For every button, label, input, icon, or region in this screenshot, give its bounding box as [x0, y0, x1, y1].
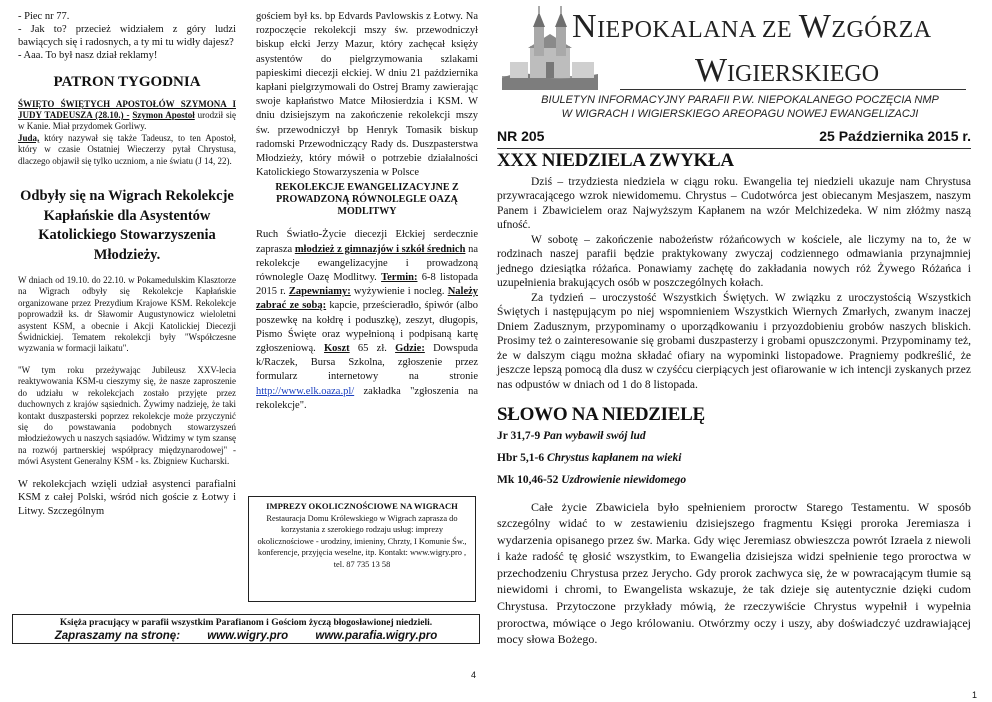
masthead-text: ZGÓRZA — [831, 17, 932, 43]
szymon-text: urodził się w Kanie. Miał przydomek Gorliwy. — [18, 110, 237, 132]
sunday-heading: XXX NIEDZIELA ZWYKŁA — [497, 150, 734, 171]
reading-title: Chrystus kapłanem na wieki — [546, 451, 682, 464]
issue-number: NR 205 — [497, 128, 545, 144]
reading-ref: Hbr 5,1-6 — [497, 451, 545, 464]
gdzie-label: Gdzie: — [395, 343, 425, 355]
middle-column — [256, 10, 478, 413]
word-paragraph: Całe życie Zbawiciela było spełnieniem proroctw Starego Testamentu. W sposób szczególny widać to w zestawieniu dzisiejszego fragmentu Księgi proroka Jeremiasza i wydarzenia opisanego przez św. Marka. Gdy więc Jeremiasz obwieszcza powrót Izraela z niewoli i każe radość tę głosić wszystkim, to Ewangelia dzisiejsza widzi spełnienie tego proroctwa w przechodzeniu Chrystusa przez Jerycho. Gdy prorok zachwyca się, że w powracającym tłumie są niewidomi i chromi, to Ewangelista wskazuje, że tak dzieje się autentycznie dzięki cudom Chrystusa. Przytoczone przykłady mówią, że rzeczywiście Chrystus wypełnił i wypełnia proroctwa, mówiące o Jego królowaniu. Otwórzmy oczy i uszy, aby doświadczyć uzdrawiającej mocy słowa Bożego. — [497, 499, 971, 647]
footer-site-2[interactable]: www.parafia.wigry.pro — [315, 630, 438, 642]
patron-text-juda — [18, 133, 236, 167]
joke-dialog — [18, 10, 236, 62]
oaza-link[interactable]: http://www.elk.oaza.pl/ — [256, 385, 355, 397]
sunday-paragraph: Dziś – trzydziesta niedziela w ciągu roku. Ewangelia tej niedzieli ukazuje nam Chrystusa przywracającego wzrok niewidomemu. Chrystus – Cudotwórca jest obiecanym Mesjaszem, naszym Panem i Zbawicielem oraz Najwyższym Kapłanem na wzór Melchizedeka. W nim złóżmy naszą ufność. — [497, 175, 971, 231]
wigry-article-title: Odbyły się na Wigrach Rekolekcje Kapłańskie dla Asystentów Katolickiego Stowarzyszenia Młodzieży. — [20, 188, 234, 263]
bulletin-subtitle — [510, 94, 970, 121]
juda-name: Juda, — [18, 132, 40, 143]
zapewniamy-value: wyżywienie i nocleg. — [350, 286, 448, 298]
word-heading: SŁOWO NA NIEDZIELĘ — [497, 404, 705, 425]
reading-title: Pan wybawił swój lud — [543, 429, 646, 442]
page-number-right: 1 — [972, 690, 978, 700]
sunday-paragraph: W sobotę – zakończenie nabożeństw różańcowych w kościele, ale liczymy na to, że w rodzinach naszej parafii będzie praktykowany zwyczaj codziennego odmawiania przynajmniej jednego dziesiątka różańca. Ponawiamy zachętę do zakładania nowych róż Żywego Różańca i uzupełnienia brakujących osób w poszczególnych kołach. — [497, 233, 971, 289]
wigry-quote: "W tym roku przeżywając Jubileusz XXV-lecia reaktywowania KSM-u cieszymy się, że nasze zaproszenie do udziału w rekolekcjach zostało przyjęte przez duchownych z krajów sąsiednich. Żywimy nadzieję, że taki kontakt duszpasterski poprzez rekolekcje może przyczynić się do powstawania podobnych stowarzyszeń młodzieżowych u naszych sąsiadów. Widzimy w tym szansę na rozwój partnerskiej współpracy międzynarodowej" - mówi Asystent Generalny KSM - ks. Zbigniew Kucharski. — [18, 364, 236, 467]
footer-banner — [12, 614, 480, 644]
oaza-link-after: zakładka "zgłoszenia na rekolekcje". — [256, 385, 478, 411]
oaza-description: na rekolekcje ewangelizacyjne i prowadzoną równolegle Oazę Modlitwy. — [256, 243, 478, 284]
footer-greeting: Księża pracujący w parafii wszystkim Parafianom i Gościom życzą błogosławionej niedzieli. — [59, 618, 433, 628]
reading-2 — [497, 451, 971, 465]
dialog-line: - Jak to? przecież widziałem z góry ludzi bawiących się i radosnych, a ty mi tu widły dajesz? — [18, 24, 236, 48]
oaza-title: REKOLEKCJE EWANGELIZACYJNE Z PROWADZONĄ RÓWNOLEGLE OAZĄ MODLITWY — [275, 182, 459, 218]
subtitle-line: W WIGRACH I WIGIERSKIEGO AREOPAGU NOWEJ EWANGELIZACJI — [561, 107, 919, 120]
oaza-text — [256, 228, 478, 413]
masthead-initial: W — [798, 8, 832, 45]
footer-invite: Zapraszamy na stronę: — [54, 630, 181, 642]
events-ad-title: IMPREZY OKOLICZNOŚCIOWE NA WIGRACH — [266, 501, 458, 511]
oaza-audience: młodzież z gimnazjów i szkół średnich — [294, 243, 466, 255]
masthead-line-2 — [592, 52, 982, 90]
masthead-initial: N — [572, 8, 598, 45]
nalezy-value: kapcie, prześcieradło, śpiwór (albo poszewkę na kołdrę i poduszkę), zeszyt, długopis, Pismo Święte oraz wypełnioną i podpisaną kartę zgłoszeniową. — [256, 300, 478, 355]
masthead-title — [572, 8, 982, 90]
masthead-text: IEPOKALANA ZE — [597, 17, 799, 43]
gdzie-value: Dowspuda k/Raczek, Bursa Szkolna, zgłoszenie przez formularz internetowy na stronie — [256, 343, 478, 383]
masthead-text: IGIERSKIEGO — [727, 61, 880, 87]
dialog-line: - Aaa. To był nasz dział reklamy! — [18, 50, 158, 61]
masthead-initial: W — [694, 52, 728, 89]
patron-text — [18, 99, 236, 133]
nalezy-label: Należy zabrać ze sobą: — [256, 286, 479, 312]
juda-text: który nazywał się także Tadeusz, to ten Apostoł, który w czasie Ostatniej Wieczerzy pytał Chrystusa, dlaczego objawił się tylko uczniom, a nie światu (J 14, 22). — [18, 132, 236, 166]
events-ad-box — [248, 496, 476, 602]
issue-date: 25 Października 2015 r. — [819, 128, 971, 144]
patron-section-title: PATRON TYGODNIA — [53, 74, 201, 90]
koszt-label: Koszt — [324, 343, 350, 355]
reading-ref: Mk 10,46-52 — [497, 473, 559, 486]
reading-3 — [497, 473, 971, 487]
footer-links-row — [13, 629, 479, 644]
subtitle-line: BIULETYN INFORMACYJNY PARAFII P.W. NIEPOKALANEGO POCZĘCIA NMP — [541, 94, 939, 106]
dialog-line: - Piec nr 77. — [18, 11, 70, 22]
right-column — [497, 150, 971, 648]
reading-ref: Jr 31,7-9 — [497, 429, 541, 442]
divider — [620, 89, 966, 90]
termin-label: Termin: — [381, 272, 418, 284]
szymon-name: Szymon Apostoł — [132, 110, 195, 120]
events-ad-text: Restauracja Domu Królewskiego w Wigrach zaprasza do korzystania z szerokiego rodzaju usług: imprezy okolicznościowe - urodziny, imieniny, Chrzty, I Komunie Św., konferencje, przyjęcia weselne, itp. Kontakt: www.wigry.pro , tel. 87 735 13 58 — [257, 514, 467, 569]
wigry-paragraph: W dniach od 19.10. do 22.10. w Pokamedulskim Klasztorze na Wigrach odbyły się Rekolekcje Kapłańskie organizowane przez Prezydium Krajowe KSM. Rekolekcje poprowadził ks. dr Sławomir Augustynowicz wieloletni asystent KSM, a obecnie i Akcji Katolickiej Diecezji Świdnickiej. Tematem rekolekcji były "Współczesne wyzwania w formacji laikatu". — [18, 275, 236, 354]
page-number-left: 4 — [471, 670, 477, 680]
reading-title: Uzdrowienie niewidomego — [561, 473, 687, 486]
wigry-continuation: gościem był ks. bp Edvards Pavlowskis z Łotwy. Na rozpoczęcie rekolekcji mszy św. przewodniczył biskup ełcki Jerzy Mazur, który zachęcał księży asystentów do pielgrzymowania szlakami papieskimi diecezji ełckiej. W dniu 21 października kapłani pielgrzymowali do Ostrej Bramy zawierając swoje kapłaństwo Matce Miłosierdzia i KSM. W dniu dzisiejszym na zakończenie rekolekcji mszy św. przewodniczył bp Henryk Tomasik biskup radomski Przewodniczący Rady ds. Duszpasterstwa Młodzieży, który mówił o potrzebie działalności Katolickiego Stowarzyszenia w Polsce — [256, 11, 478, 179]
masthead-line-1 — [572, 8, 982, 46]
koszt-value: 65 zł. — [349, 343, 396, 355]
wigry-paragraph-continued: W rekolekcjach wzięli udział asystenci parafialni KSM z całej Polski, wśród nich goście z Łotwy i Litwy. Szczególnym — [18, 478, 236, 517]
divider — [497, 148, 971, 149]
sunday-paragraph: Za tydzień – uroczystość Wszystkich Świętych. W związku z uroczystością Wszystkich Świętych i następującym po niej wspomnieniem Wszystkich Wiernych Zmarłych, zwanym inaczej Dniem Zadusznym, przypominamy o uporządkowaniu i przyozdobieniu grobów naszych bliskich. Prosimy też o zainteresowanie się grobami duszpasterzy i grobami opuszczonymi. Przypominamy też, że w dalszym ciągu można składać ofiary na wypominki listopadowe. Pragniemy podkreślić, że jeszcze lepszą pomocą dla dusz w czyśćcu cierpiących jest ofiarowanie w ich intencji zyskanych przez nas odpustów w dniach od 1 do 8 listopada. — [497, 291, 971, 391]
zapewniamy-label: Zapewniamy: — [288, 286, 351, 298]
termin-value: 6-8 listopada 2015 r. — [256, 272, 478, 298]
oaza-intro: Ruch Światło-Życie diecezji Ełckiej serdecznie zaprasza — [256, 229, 478, 255]
left-column — [18, 10, 236, 518]
footer-site-1[interactable]: www.wigry.pro — [207, 630, 289, 642]
patron-heading: ŚWIĘTO ŚWIĘTYCH APOSTOŁÓW SZYMONA I JUDY TADEUSZA (28.10.) - — [18, 98, 236, 120]
reading-1 — [497, 429, 971, 443]
